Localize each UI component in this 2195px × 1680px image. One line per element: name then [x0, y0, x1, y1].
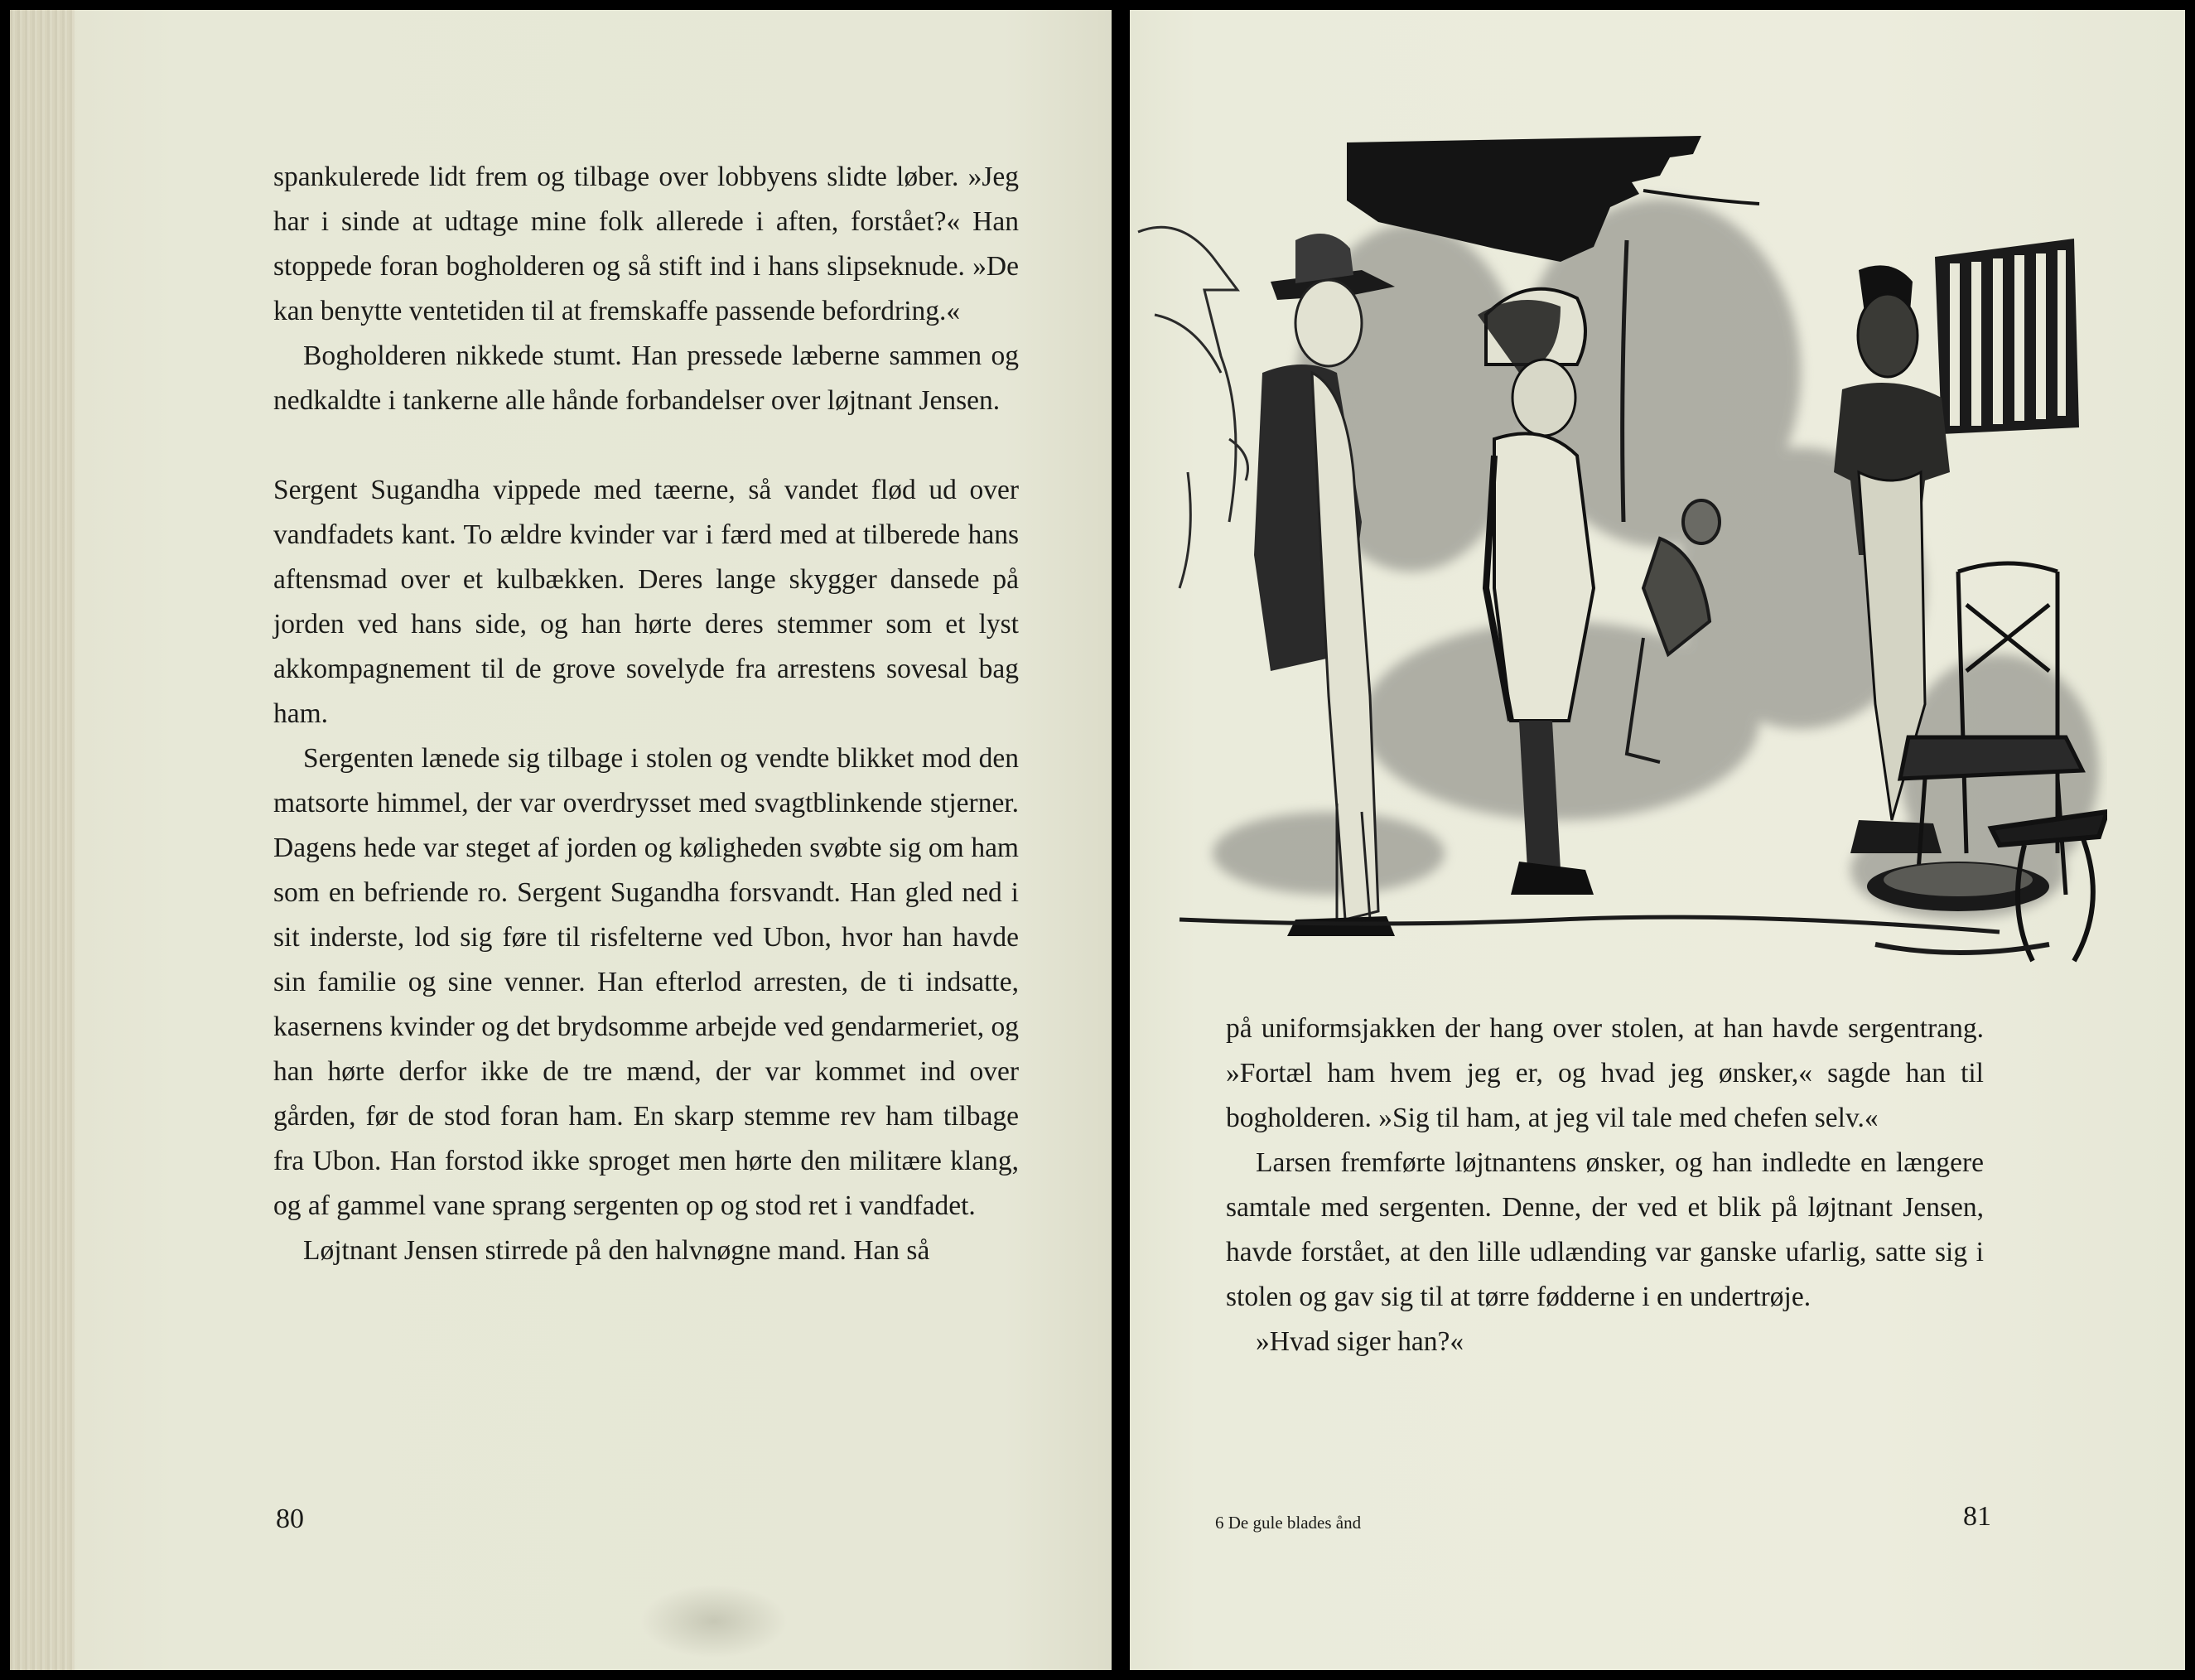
right-page-text: [1226, 1007, 1984, 1364]
left-page-text: [273, 155, 1019, 1273]
ink-illustration: [1130, 124, 2107, 986]
page-number-left: 80: [276, 1504, 304, 1534]
page-number-right: 81: [1963, 1501, 1991, 1532]
paragraph: Bogholderen nikkede stumt. Han pressede læberne sammen og nedkaldte i tankerne alle hånde forbandelser over løjtnant Jensen.: [273, 340, 1019, 416]
page-edge: [10, 10, 75, 1670]
paragraph: Sergenten lænede sig tilbage i stolen og vendte blikket mod den matsorte himmel, der var overdrysset med svagtblinkende stjerner. Dagens hede var steget af jorden og køligheden svøbte sig om ham som en befriende ro. Sergent Sugandha forsvandt. Han gled ned i sit inderste, lod sig føre til risfelterne ved Ubon, hvor han havde sin familie og sine venner. Han efterlod arresten, de ti indsatte, kasernens kvinder og det brydsomme arbejde ved gendarmeriet, og han hørte derfor ikke de tre mænd, der var kommet ind over gården, før de stod foran ham. En skarp stemme rev ham tilbage fra Ubon. Han forstod ikke sproget men hørte den militære klang, og af gammel vane sprang sergenten op og stod ret i vandfadet.: [273, 743, 1019, 1221]
page-stain: [639, 1584, 789, 1658]
paragraph: Sergent Sugandha vippede med tæerne, så vandet flød ud over vandfadets kant. To ældre kvinder var i færd med at tilberede hans aftensmad over et kulbækken. Deres lange skygger dansede på jorden ved hans side, og han hørte deres stemmer som et lyst akkompagnement til de grove sovelyde fra arrestens sovesal bag ham.: [273, 475, 1019, 729]
barred-window: [1935, 239, 2079, 434]
paragraph: Løjtnant Jensen stirrede på den halvnøgne mand. Han så: [303, 1235, 930, 1266]
paragraph: spankulerede lidt frem og tilbage over lobbyens slidte løber. »Jeg har i sinde at udtage mine folk allerede i aften, forstået?« Han stoppede foran bogholderen og så stift ind i hans slipseknude. »De kan benytte ventetiden til at fremskaffe passende befordring.«: [273, 162, 1019, 326]
paragraph: Larsen fremførte løjtnantens ønsker, og han indledte en længere samtale med sergenten. Denne, der ved et blik på løjtnant Jensen, havde forstået, at den lille udlænding var ganske ufarlig, satte sig i stolen og gav sig til at tørre fødderne i en undertrøje.: [1226, 1147, 1984, 1312]
sketch-figure-left: [1138, 227, 1248, 588]
paragraph: på uniformsjakken der hang over stolen, at han havde sergentrang. »Fortæl ham hvem jeg er, og hvad jeg ønsker,« sagde han til bogholderen. »Sig til ham, at jeg vil tale med chefen selv.«: [1226, 1013, 1984, 1133]
paragraph: »Hvad siger han?«: [1256, 1326, 1464, 1357]
running-footer: 6 De gule blades ånd: [1215, 1513, 1362, 1533]
